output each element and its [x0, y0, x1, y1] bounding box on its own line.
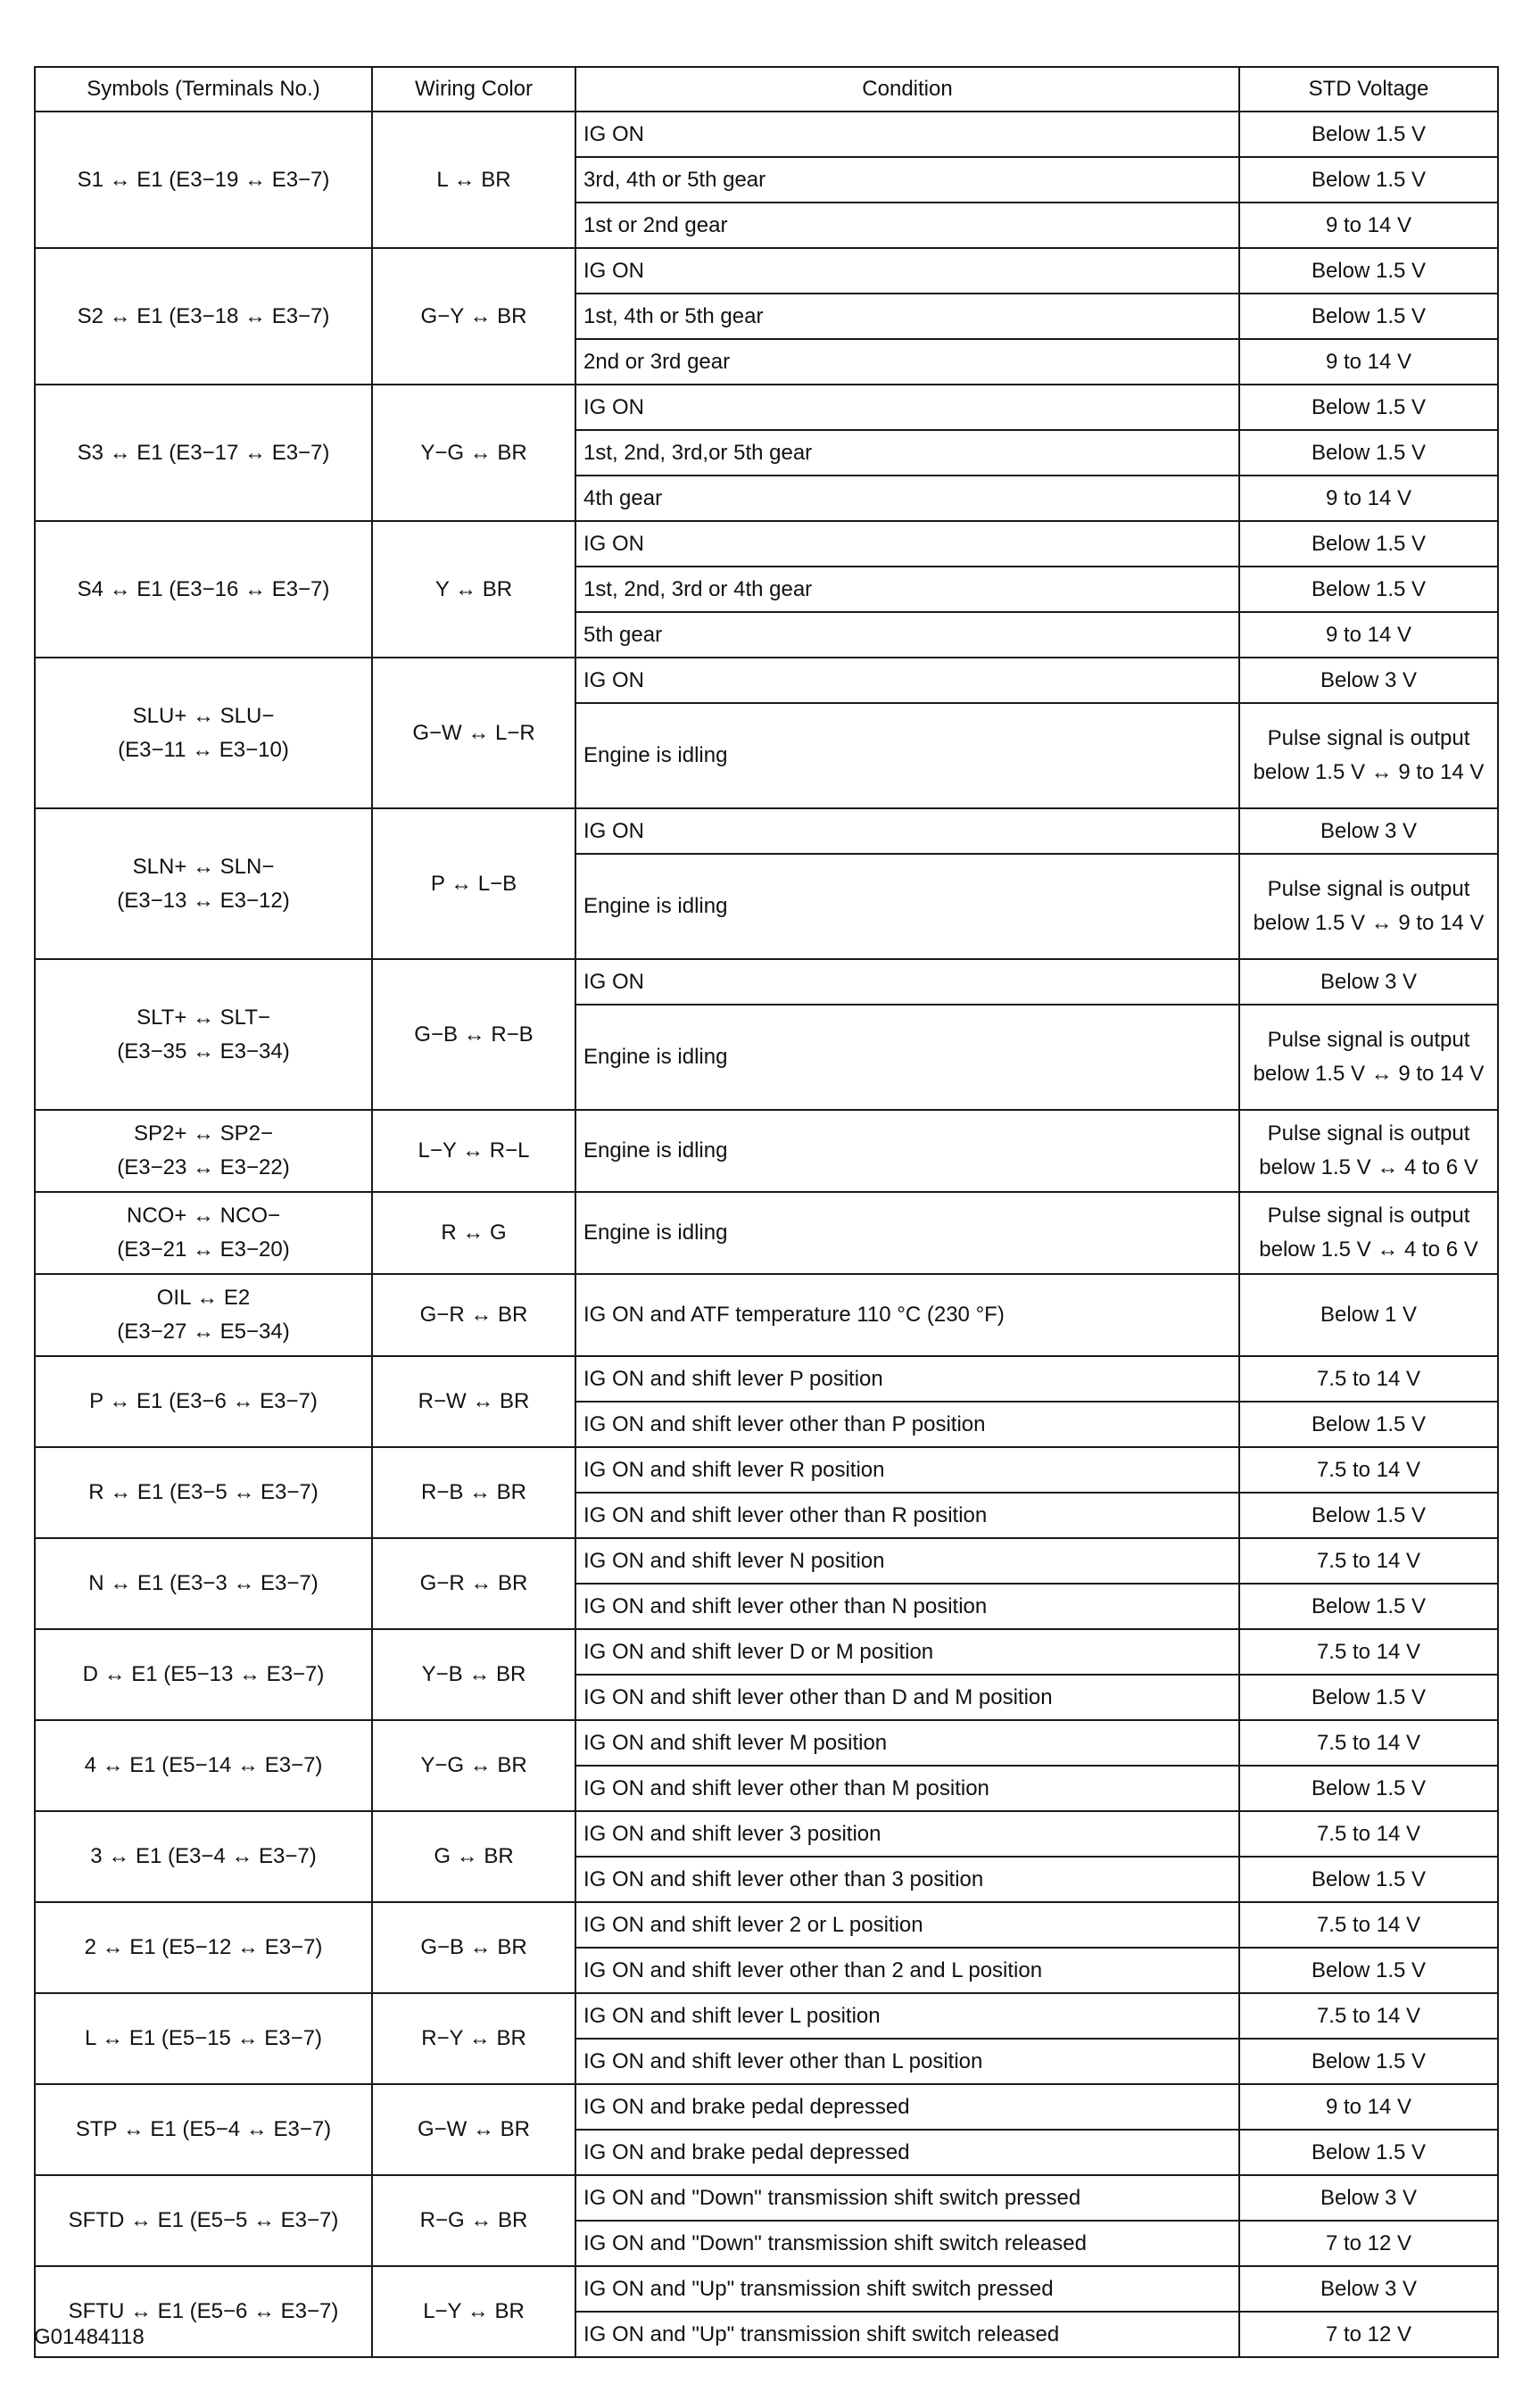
- cell-std-voltage: 7.5 to 14 V: [1239, 1356, 1498, 1402]
- cell-std-voltage: Pulse signal is output below 1.5 V ↔ 4 to 6 V: [1239, 1110, 1498, 1192]
- cell-condition: IG ON and shift lever M position: [575, 1720, 1239, 1766]
- terminal-voltage-table-container: [34, 66, 1497, 2358]
- cell-condition: IG ON: [575, 248, 1239, 294]
- cell-std-voltage: 7.5 to 14 V: [1239, 1538, 1498, 1584]
- cell-condition: IG ON and shift lever N position: [575, 1538, 1239, 1584]
- cell-wiring-color: R−Y ↔ BR: [372, 1993, 575, 2084]
- cell-symbol: S3 ↔ E1 (E3−17 ↔ E3−7): [35, 385, 372, 521]
- header-condition: Condition: [575, 67, 1239, 112]
- cell-std-voltage: Below 1.5 V: [1239, 2039, 1498, 2084]
- cell-std-voltage: Below 1.5 V: [1239, 521, 1498, 567]
- cell-condition: IG ON: [575, 385, 1239, 430]
- figure-id: G01484118: [34, 2325, 145, 2349]
- table-row: [35, 959, 1498, 1005]
- cell-std-voltage: Below 1.5 V: [1239, 157, 1498, 203]
- cell-wiring-color: Y−B ↔ BR: [372, 1629, 575, 1720]
- cell-wiring-color: L−Y ↔ R−L: [372, 1110, 575, 1192]
- cell-std-voltage: Below 1.5 V: [1239, 1402, 1498, 1447]
- cell-condition: Engine is idling: [575, 1192, 1239, 1274]
- cell-condition: IG ON and shift lever other than R position: [575, 1493, 1239, 1538]
- cell-condition: IG ON and "Down" transmission shift switch pressed: [575, 2175, 1239, 2221]
- cell-std-voltage: Below 1.5 V: [1239, 1675, 1498, 1720]
- cell-symbol: 4 ↔ E1 (E5−14 ↔ E3−7): [35, 1720, 372, 1811]
- cell-condition: IG ON and shift lever other than D and M position: [575, 1675, 1239, 1720]
- cell-wiring-color: G−B ↔ BR: [372, 1902, 575, 1993]
- cell-symbol: SFTU ↔ E1 (E5−6 ↔ E3−7): [35, 2266, 372, 2357]
- cell-std-voltage: Below 1.5 V: [1239, 1857, 1498, 1902]
- cell-wiring-color: G ↔ BR: [372, 1811, 575, 1902]
- cell-std-voltage: 9 to 14 V: [1239, 203, 1498, 248]
- cell-std-voltage: 9 to 14 V: [1239, 2084, 1498, 2130]
- cell-wiring-color: G−R ↔ BR: [372, 1274, 575, 1356]
- cell-condition: 1st, 2nd, 3rd or 4th gear: [575, 567, 1239, 612]
- table-row: [35, 1993, 1498, 2039]
- cell-symbol: SFTD ↔ E1 (E5−5 ↔ E3−7): [35, 2175, 372, 2266]
- cell-condition: 3rd, 4th or 5th gear: [575, 157, 1239, 203]
- cell-wiring-color: Y−G ↔ BR: [372, 385, 575, 521]
- cell-condition: IG ON and shift lever L position: [575, 1993, 1239, 2039]
- cell-condition: IG ON and brake pedal depressed: [575, 2084, 1239, 2130]
- table-header-row: [35, 67, 1498, 112]
- cell-condition: IG ON and shift lever D or M position: [575, 1629, 1239, 1675]
- table-row: [35, 2266, 1498, 2312]
- cell-condition: IG ON and brake pedal depressed: [575, 2130, 1239, 2175]
- cell-symbol: N ↔ E1 (E3−3 ↔ E3−7): [35, 1538, 372, 1629]
- cell-symbol: D ↔ E1 (E5−13 ↔ E3−7): [35, 1629, 372, 1720]
- cell-condition: Engine is idling: [575, 1110, 1239, 1192]
- table-row: [35, 2175, 1498, 2221]
- cell-condition: Engine is idling: [575, 1005, 1239, 1110]
- table-row: [35, 2084, 1498, 2130]
- table-row: [35, 1192, 1498, 1274]
- cell-condition: 2nd or 3rd gear: [575, 339, 1239, 385]
- cell-std-voltage: Below 3 V: [1239, 808, 1498, 854]
- header-wiring-color: Wiring Color: [372, 67, 575, 112]
- cell-wiring-color: G−Y ↔ BR: [372, 248, 575, 385]
- cell-wiring-color: R−G ↔ BR: [372, 2175, 575, 2266]
- table-row: [35, 1447, 1498, 1493]
- cell-condition: IG ON and shift lever 3 position: [575, 1811, 1239, 1857]
- cell-std-voltage: Below 1.5 V: [1239, 1766, 1498, 1811]
- cell-wiring-color: G−W ↔ L−R: [372, 658, 575, 808]
- cell-std-voltage: 7.5 to 14 V: [1239, 1811, 1498, 1857]
- cell-std-voltage: Below 3 V: [1239, 2175, 1498, 2221]
- cell-symbol: R ↔ E1 (E3−5 ↔ E3−7): [35, 1447, 372, 1538]
- cell-std-voltage: Below 1.5 V: [1239, 567, 1498, 612]
- cell-symbol: STP ↔ E1 (E5−4 ↔ E3−7): [35, 2084, 372, 2175]
- table-row: [35, 1811, 1498, 1857]
- cell-std-voltage: 7 to 12 V: [1239, 2312, 1498, 2357]
- cell-condition: IG ON and shift lever other than 3 position: [575, 1857, 1239, 1902]
- cell-condition: IG ON and shift lever other than N position: [575, 1584, 1239, 1629]
- cell-condition: IG ON and "Up" transmission shift switch released: [575, 2312, 1239, 2357]
- terminal-voltage-table: [34, 66, 1499, 2358]
- cell-wiring-color: P ↔ L−B: [372, 808, 575, 959]
- cell-std-voltage: Pulse signal is output below 1.5 V ↔ 9 to 14 V: [1239, 1005, 1498, 1110]
- cell-wiring-color: R−B ↔ BR: [372, 1447, 575, 1538]
- table-row: [35, 1629, 1498, 1675]
- cell-symbol: 3 ↔ E1 (E3−4 ↔ E3−7): [35, 1811, 372, 1902]
- cell-condition: IG ON and shift lever other than M position: [575, 1766, 1239, 1811]
- cell-wiring-color: L ↔ BR: [372, 112, 575, 248]
- cell-wiring-color: Y−G ↔ BR: [372, 1720, 575, 1811]
- cell-condition: IG ON and ATF temperature 110 °C (230 °F): [575, 1274, 1239, 1356]
- cell-std-voltage: 7.5 to 14 V: [1239, 1720, 1498, 1766]
- cell-std-voltage: 9 to 14 V: [1239, 612, 1498, 658]
- cell-std-voltage: Below 1.5 V: [1239, 248, 1498, 294]
- cell-condition: IG ON: [575, 808, 1239, 854]
- header-std-voltage: STD Voltage: [1239, 67, 1498, 112]
- cell-symbol: 2 ↔ E1 (E5−12 ↔ E3−7): [35, 1902, 372, 1993]
- cell-std-voltage: 9 to 14 V: [1239, 339, 1498, 385]
- cell-symbol: S4 ↔ E1 (E3−16 ↔ E3−7): [35, 521, 372, 658]
- cell-std-voltage: Below 1.5 V: [1239, 2130, 1498, 2175]
- table-row: [35, 521, 1498, 567]
- cell-condition: IG ON: [575, 959, 1239, 1005]
- cell-condition: 4th gear: [575, 476, 1239, 521]
- table-row: [35, 1274, 1498, 1356]
- cell-symbol: S2 ↔ E1 (E3−18 ↔ E3−7): [35, 248, 372, 385]
- cell-std-voltage: Below 1.5 V: [1239, 1948, 1498, 1993]
- cell-std-voltage: 7.5 to 14 V: [1239, 1993, 1498, 2039]
- cell-condition: IG ON and shift lever P position: [575, 1356, 1239, 1402]
- table-body: [35, 112, 1498, 2357]
- cell-std-voltage: Below 1.5 V: [1239, 1584, 1498, 1629]
- table-row: [35, 1902, 1498, 1948]
- cell-std-voltage: Below 1.5 V: [1239, 294, 1498, 339]
- cell-std-voltage: 7 to 12 V: [1239, 2221, 1498, 2266]
- cell-condition: IG ON and shift lever other than L position: [575, 2039, 1239, 2084]
- table-row: [35, 385, 1498, 430]
- cell-std-voltage: 7.5 to 14 V: [1239, 1902, 1498, 1948]
- cell-condition: IG ON: [575, 112, 1239, 157]
- table-row: [35, 112, 1498, 157]
- cell-std-voltage: Pulse signal is output below 1.5 V ↔ 9 to 14 V: [1239, 854, 1498, 959]
- cell-wiring-color: G−B ↔ R−B: [372, 959, 575, 1110]
- cell-wiring-color: L−Y ↔ BR: [372, 2266, 575, 2357]
- cell-condition: IG ON and shift lever 2 or L position: [575, 1902, 1239, 1948]
- cell-symbol: OIL ↔ E2 (E3−27 ↔ E5−34): [35, 1274, 372, 1356]
- cell-condition: Engine is idling: [575, 854, 1239, 959]
- cell-condition: 5th gear: [575, 612, 1239, 658]
- cell-symbol: L ↔ E1 (E5−15 ↔ E3−7): [35, 1993, 372, 2084]
- cell-symbol: NCO+ ↔ NCO− (E3−21 ↔ E3−20): [35, 1192, 372, 1274]
- cell-std-voltage: 7.5 to 14 V: [1239, 1447, 1498, 1493]
- table-row: [35, 248, 1498, 294]
- cell-condition: 1st, 2nd, 3rd,or 5th gear: [575, 430, 1239, 476]
- table-row: [35, 808, 1498, 854]
- cell-std-voltage: Below 3 V: [1239, 2266, 1498, 2312]
- cell-symbol: SP2+ ↔ SP2− (E3−23 ↔ E3−22): [35, 1110, 372, 1192]
- cell-wiring-color: Y ↔ BR: [372, 521, 575, 658]
- cell-condition: IG ON: [575, 521, 1239, 567]
- cell-condition: IG ON and "Up" transmission shift switch pressed: [575, 2266, 1239, 2312]
- cell-condition: IG ON: [575, 658, 1239, 703]
- table-row: [35, 1356, 1498, 1402]
- cell-symbol: SLN+ ↔ SLN− (E3−13 ↔ E3−12): [35, 808, 372, 959]
- cell-std-voltage: Below 1.5 V: [1239, 430, 1498, 476]
- cell-condition: 1st, 4th or 5th gear: [575, 294, 1239, 339]
- cell-condition: IG ON and "Down" transmission shift switch released: [575, 2221, 1239, 2266]
- cell-std-voltage: Pulse signal is output below 1.5 V ↔ 4 to 6 V: [1239, 1192, 1498, 1274]
- cell-condition: IG ON and shift lever other than P position: [575, 1402, 1239, 1447]
- cell-wiring-color: R−W ↔ BR: [372, 1356, 575, 1447]
- cell-wiring-color: G−R ↔ BR: [372, 1538, 575, 1629]
- table-row: [35, 1110, 1498, 1192]
- cell-std-voltage: Below 1.5 V: [1239, 1493, 1498, 1538]
- cell-std-voltage: Pulse signal is output below 1.5 V ↔ 9 to 14 V: [1239, 703, 1498, 808]
- table-row: [35, 1720, 1498, 1766]
- cell-std-voltage: Below 3 V: [1239, 959, 1498, 1005]
- cell-symbol: SLU+ ↔ SLU− (E3−11 ↔ E3−10): [35, 658, 372, 808]
- table-row: [35, 658, 1498, 703]
- cell-symbol: P ↔ E1 (E3−6 ↔ E3−7): [35, 1356, 372, 1447]
- cell-std-voltage: 9 to 14 V: [1239, 476, 1498, 521]
- header-symbols: Symbols (Terminals No.): [35, 67, 372, 112]
- cell-condition: Engine is idling: [575, 703, 1239, 808]
- cell-std-voltage: Below 1.5 V: [1239, 385, 1498, 430]
- cell-wiring-color: G−W ↔ BR: [372, 2084, 575, 2175]
- cell-wiring-color: R ↔ G: [372, 1192, 575, 1274]
- cell-symbol: SLT+ ↔ SLT− (E3−35 ↔ E3−34): [35, 959, 372, 1110]
- cell-std-voltage: 7.5 to 14 V: [1239, 1629, 1498, 1675]
- cell-std-voltage: Below 1.5 V: [1239, 112, 1498, 157]
- cell-condition: IG ON and shift lever R position: [575, 1447, 1239, 1493]
- cell-condition: IG ON and shift lever other than 2 and L position: [575, 1948, 1239, 1993]
- cell-condition: 1st or 2nd gear: [575, 203, 1239, 248]
- cell-std-voltage: Below 1 V: [1239, 1274, 1498, 1356]
- cell-std-voltage: Below 3 V: [1239, 658, 1498, 703]
- cell-symbol: S1 ↔ E1 (E3−19 ↔ E3−7): [35, 112, 372, 248]
- table-row: [35, 1538, 1498, 1584]
